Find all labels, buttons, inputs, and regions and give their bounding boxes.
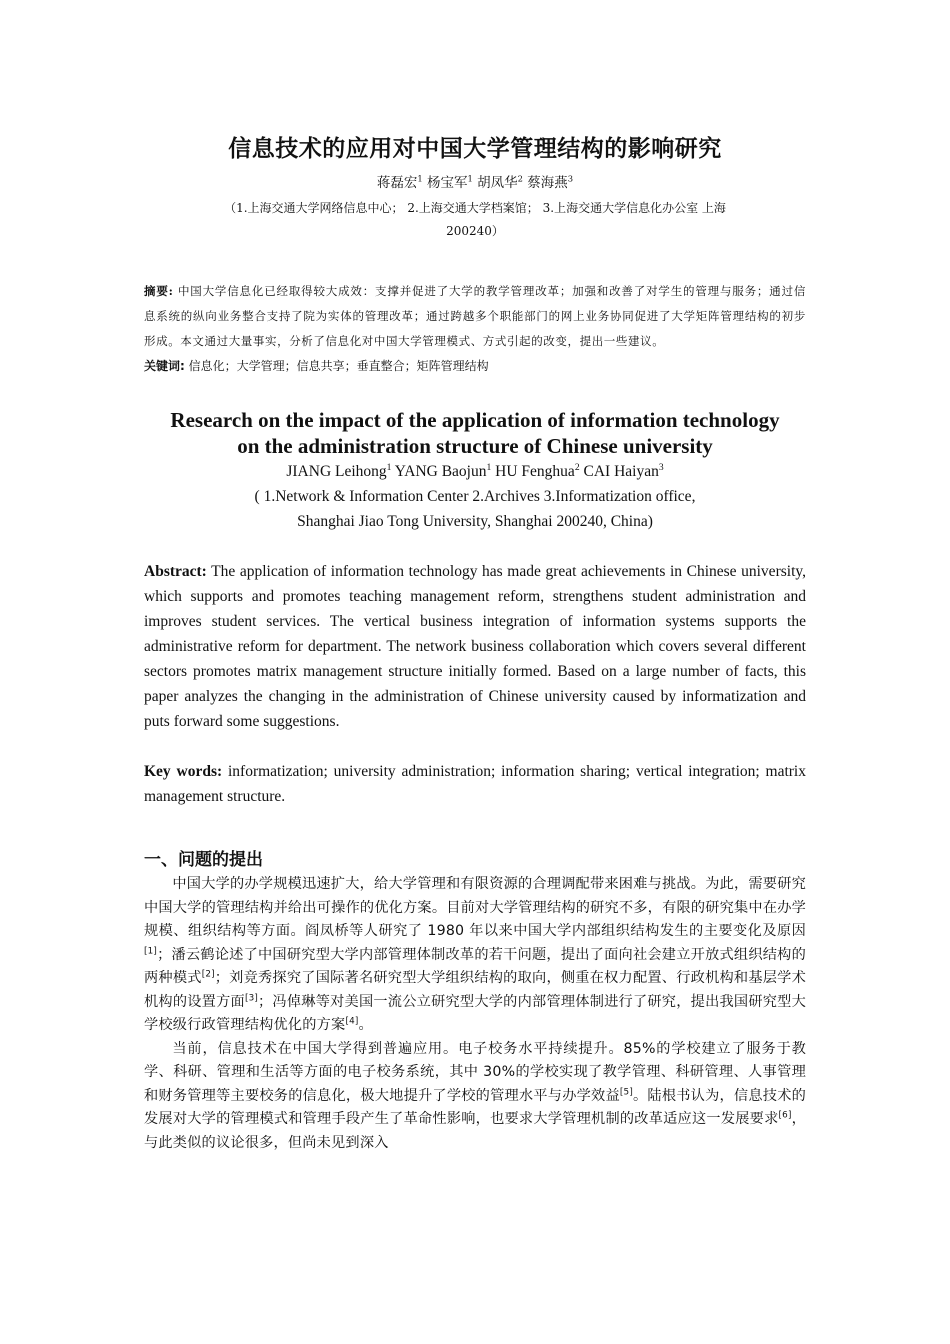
author-name: CAI Haiyan: [583, 463, 659, 480]
english-title-line: Research on the impact of the application of information technology: [170, 408, 780, 432]
author-affiliation-mark: 1: [486, 461, 492, 473]
chinese-abstract: [144, 279, 806, 354]
citation-mark: [3]: [244, 992, 259, 1003]
body-paragraph: [144, 873, 806, 1038]
author-affiliation-mark: 1: [417, 173, 423, 184]
author-affiliation-mark: 3: [567, 173, 574, 184]
author-name: JIANG Leihong: [286, 463, 387, 480]
author-affiliation-mark: 2: [517, 173, 523, 184]
english-title-line: on the administration structure of Chinese university: [237, 434, 713, 458]
section-heading: 一、问题的提出: [144, 850, 263, 870]
chinese-title: 信息技术的应用对中国大学管理结构的影响研究: [228, 136, 722, 162]
author-name: 蔡海燕: [527, 175, 568, 191]
citation-mark: [6]: [778, 1110, 792, 1121]
abstract-text: 中国大学信息化已经取得较大成效：支撑并促进了大学的教学管理改革；加强和改善了对学生的管理与服务；通过信息系统的纵向业务整合支持了院为实体的管理改革；通过跨越多个职能部门的网上业务协同促进了大学矩阵管理结构的初步形成。本文通过大量事实，分析了信息化对中国大学管理模式、方式引起的改变，提出一些建议。: [144, 284, 806, 348]
chinese-affiliation: [144, 197, 806, 243]
abstract-label: 摘要:: [144, 284, 174, 298]
abstract-text: The application of information technology has made great achievements in Chinese university, which supports and promotes teaching management reform, strengthens student administration and improves student services. The vertical business integration of information systems supports the administrative reform for department. The network business collaboration which covers several different sectors promotes matrix management structure initially formed. Based on a large number of facts, this paper analyzes the changing in the administration of Chinese university caused by informatization and puts forward some suggestions.: [144, 563, 806, 730]
citation-mark: [5]: [619, 1086, 633, 1097]
paragraph-text: ；刘竞秀探究了国际著名研究型大学组织结构的取向，侧重在权力配置、行政机构和基层学术机构的设置方面: [144, 970, 806, 1010]
english-keywords: [144, 759, 806, 809]
citation-mark: [4]: [345, 1016, 359, 1027]
abstract-label: Abstract:: [144, 563, 207, 580]
author-affiliation-mark: 3: [658, 461, 664, 473]
english-title: [144, 407, 806, 459]
author-affiliation-mark: 1: [467, 173, 473, 184]
keywords-text: informatization; university administration; information sharing; vertical integration; matrix management structure.: [144, 763, 806, 805]
paragraph-text: 。陆根书认为，信息技术的发展对大学的管理模式和管理手段产生了革命性影响，也要求大学管理机制的改革适应这一发展要求: [144, 1087, 807, 1127]
paper-page: [144, 130, 806, 1155]
author-affiliation-mark: 2: [574, 461, 580, 473]
author-name: 杨宝军: [427, 175, 468, 191]
chinese-keywords: [144, 354, 806, 379]
author-affiliation-mark: 1: [386, 461, 392, 473]
paragraph-text: 当前，信息技术在中国大学得到普遍应用。电子校务水平持续提升。85%的学校建立了服务于教学、科研、管理和生活等方面的电子校务系统，其中 30%的学校实现了教学管理、科研管理、人事管理和财务管理等主要校务的信息化，极大地提升了学校的管理水平与办学效益: [144, 1040, 806, 1104]
english-affiliation: [144, 484, 806, 534]
paragraph-text: ；潘云鹤论述了中国研究型大学内部管理体制改革的若干问题，提出了面向社会建立开放式组织结构的两种模式: [144, 946, 806, 986]
keywords-label: 关键词:: [144, 359, 185, 373]
paragraph-text: 。: [358, 1017, 373, 1033]
author-name: HU Fenghua: [495, 463, 575, 480]
citation-mark: [1]: [144, 945, 158, 956]
paragraph-text: 中国大学的办学规模迅速扩大，给大学管理和有限资源的合理调配带来困难与挑战。为此，需要研究中国大学的管理结构并给出可操作的优化方案。目前对大学管理结构的研究不多，有限的研究集中在办学规模、组织结构等方面。阎凤桥等人研究了 1980 年以来中国大学内部组织结构发生的主要变化及原因: [144, 876, 806, 939]
keywords-label: Key words:: [144, 763, 223, 780]
author-name: 胡凤华: [477, 175, 518, 191]
paragraph-text: ；冯倬琳等对美国一流公立研究型大学的内部管理体制进行了研究，提出我国研究型大学校级行政管理结构优化的方案: [144, 993, 806, 1033]
body-paragraph: [144, 1038, 806, 1156]
author-name: YANG Baojun: [394, 463, 487, 480]
english-authors: [144, 459, 806, 484]
affiliation-line: Shanghai Jiao Tong University, Shanghai 200240, China): [297, 513, 653, 530]
affiliation-line: 200240）: [446, 224, 504, 238]
author-name: 蒋磊宏: [376, 175, 418, 191]
english-abstract: [144, 559, 806, 734]
chinese-authors: [144, 171, 806, 191]
paragraph-text: ，与此类似的议论很多，但尚未见到深入: [144, 1111, 806, 1151]
keywords-text: 信息化；大学管理；信息共享；垂直整合；矩阵管理结构: [184, 359, 489, 373]
affiliation-line: ( 1.Network & Information Center 2.Archives 3.Informatization office,: [254, 488, 696, 505]
citation-mark: [2]: [201, 969, 215, 980]
affiliation-line: （1.上海交通大学网络信息中心； 2.上海交通大学档案馆； 3.上海交通大学信息化办公室 上海: [224, 201, 726, 215]
